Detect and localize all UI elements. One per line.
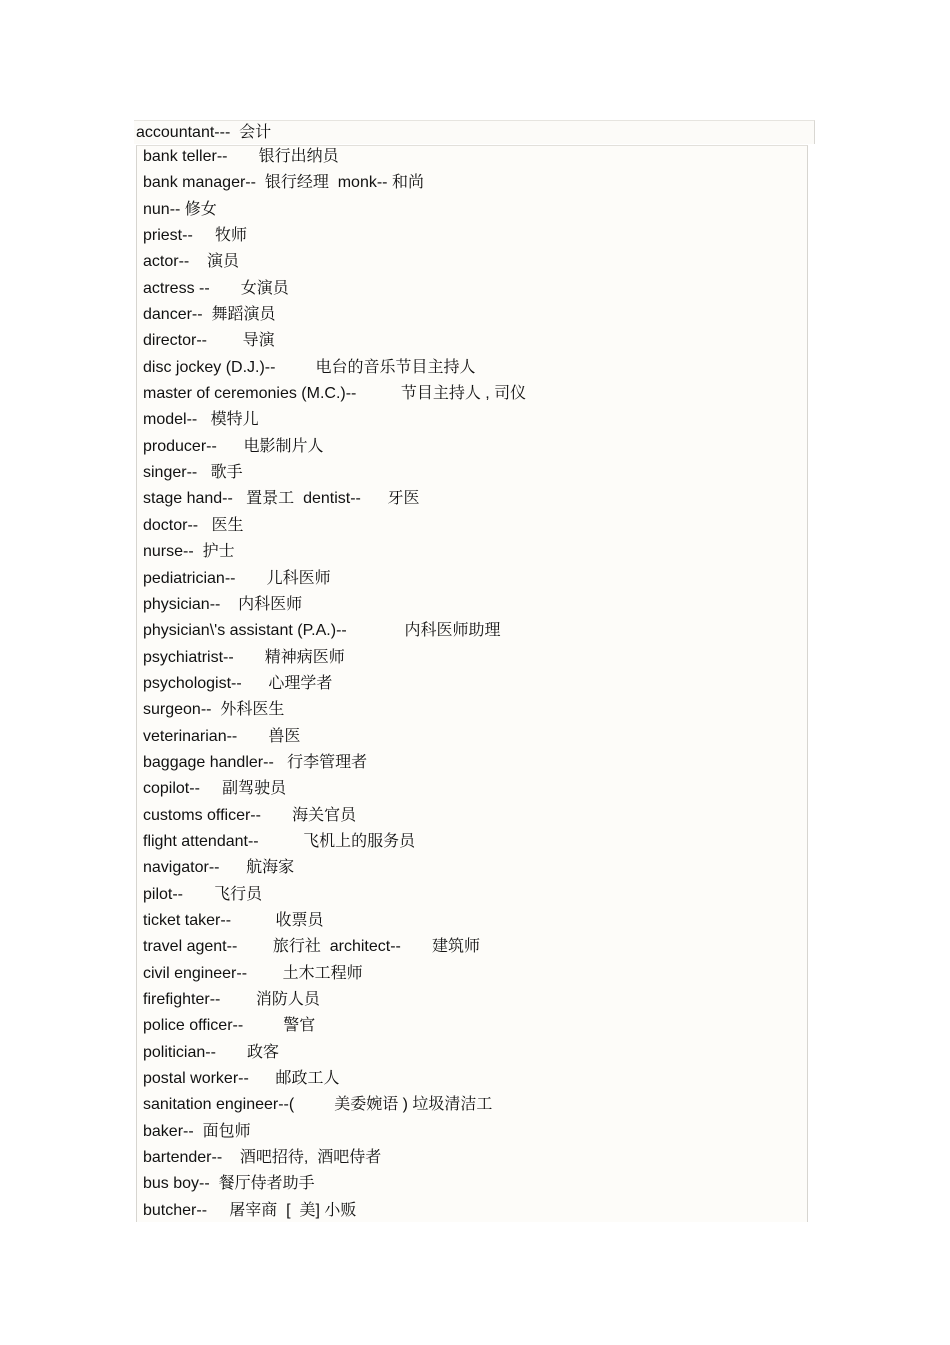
vocabulary-entry: police officer-- 警官 — [143, 1017, 316, 1035]
vocabulary-entry: firefighter-- 消防人员 — [143, 991, 320, 1008]
vocabulary-entry: nun-- 修女 — [143, 200, 217, 218]
vocabulary-entry: customs officer-- 海关官员 — [143, 806, 357, 824]
vocabulary-entry: priest-- 牧师 — [143, 227, 248, 245]
vocabulary-list — [143, 147, 526, 1227]
vocabulary-entry: surgeon-- 外科医生 — [143, 701, 285, 719]
vocabulary-entry: producer-- 电影制片人 — [143, 437, 324, 455]
vocabulary-entry: baker-- 面包师 — [143, 1122, 251, 1140]
vocabulary-entry: pediatrician-- 儿科医师 — [143, 569, 331, 587]
vocabulary-entry: stage hand-- 置景工 dentist-- 牙医 — [143, 490, 420, 508]
vocabulary-entry: travel agent-- 旅行社 architect-- 建筑师 — [143, 938, 480, 956]
vocabulary-entry: bus boy-- 餐厅侍者助手 — [143, 1175, 315, 1193]
vocabulary-entry: singer-- 歌手 — [143, 464, 243, 482]
vocabulary-entry: nurse-- 护士 — [143, 543, 235, 561]
header-bar — [134, 120, 815, 144]
vocabulary-entry: disc jockey (D.J.)-- 电台的音乐节目主持人 — [143, 358, 476, 376]
vocabulary-entry: bank manager-- 银行经理 monk-- 和尚 — [143, 174, 424, 192]
vocabulary-entry: dancer-- 舞蹈演员 — [143, 306, 276, 324]
vocabulary-entry: model-- 模特儿 — [143, 411, 259, 429]
vocabulary-entry: copilot-- 副驾驶员 — [143, 780, 287, 798]
vocabulary-entry: doctor-- 医生 — [143, 516, 244, 534]
vocabulary-entry: baggage handler-- 行李管理者 — [143, 753, 368, 771]
vocabulary-entry: master of ceremonies (M.C.)-- 节目主持人 , 司仪 — [143, 385, 527, 403]
vocabulary-entry: physician\'s assistant (P.A.)-- 内科医师助理 — [143, 622, 501, 640]
vocabulary-entry: civil engineer-- 土木工程师 — [143, 964, 363, 982]
vocabulary-entry: pilot-- 飞行员 — [143, 885, 263, 903]
vocabulary-entry: actor-- 演员 — [143, 253, 240, 271]
vocabulary-entry: butcher-- 屠宰商 [ 美] 小贩 — [143, 1201, 357, 1219]
vocabulary-entry: director-- 导演 — [143, 332, 275, 350]
vocabulary-entry: psychiatrist-- 精神病医师 — [143, 648, 345, 666]
vocabulary-entry: actress -- 女演员 — [143, 279, 289, 297]
vocabulary-entry: bartender-- 酒吧招待, 酒吧侍者 — [143, 1149, 382, 1167]
vocabulary-entry: bank teller-- 银行出纳员 — [143, 148, 339, 165]
vocabulary-entry: sanitation engineer--( 美委婉语 ) 垃圾清洁工 — [143, 1096, 493, 1114]
vocabulary-entry: physician-- 内科医师 — [143, 595, 303, 613]
vocabulary-entry: navigator-- 航海家 — [143, 859, 295, 877]
vocabulary-entry: ticket taker-- 收票员 — [143, 911, 324, 929]
vocabulary-entry: psychologist-- 心理学者 — [143, 674, 333, 692]
vocabulary-entry: veterinarian-- 兽医 — [143, 727, 301, 745]
vocabulary-entry: flight attendant-- 飞机上的服务员 — [143, 832, 416, 850]
vocabulary-entry: postal worker-- 邮政工人 — [143, 1070, 340, 1088]
vocabulary-box — [136, 145, 808, 1222]
vocabulary-entry: politician-- 政客 — [143, 1043, 280, 1061]
header-entry: accountant--- 会计 — [136, 124, 272, 141]
